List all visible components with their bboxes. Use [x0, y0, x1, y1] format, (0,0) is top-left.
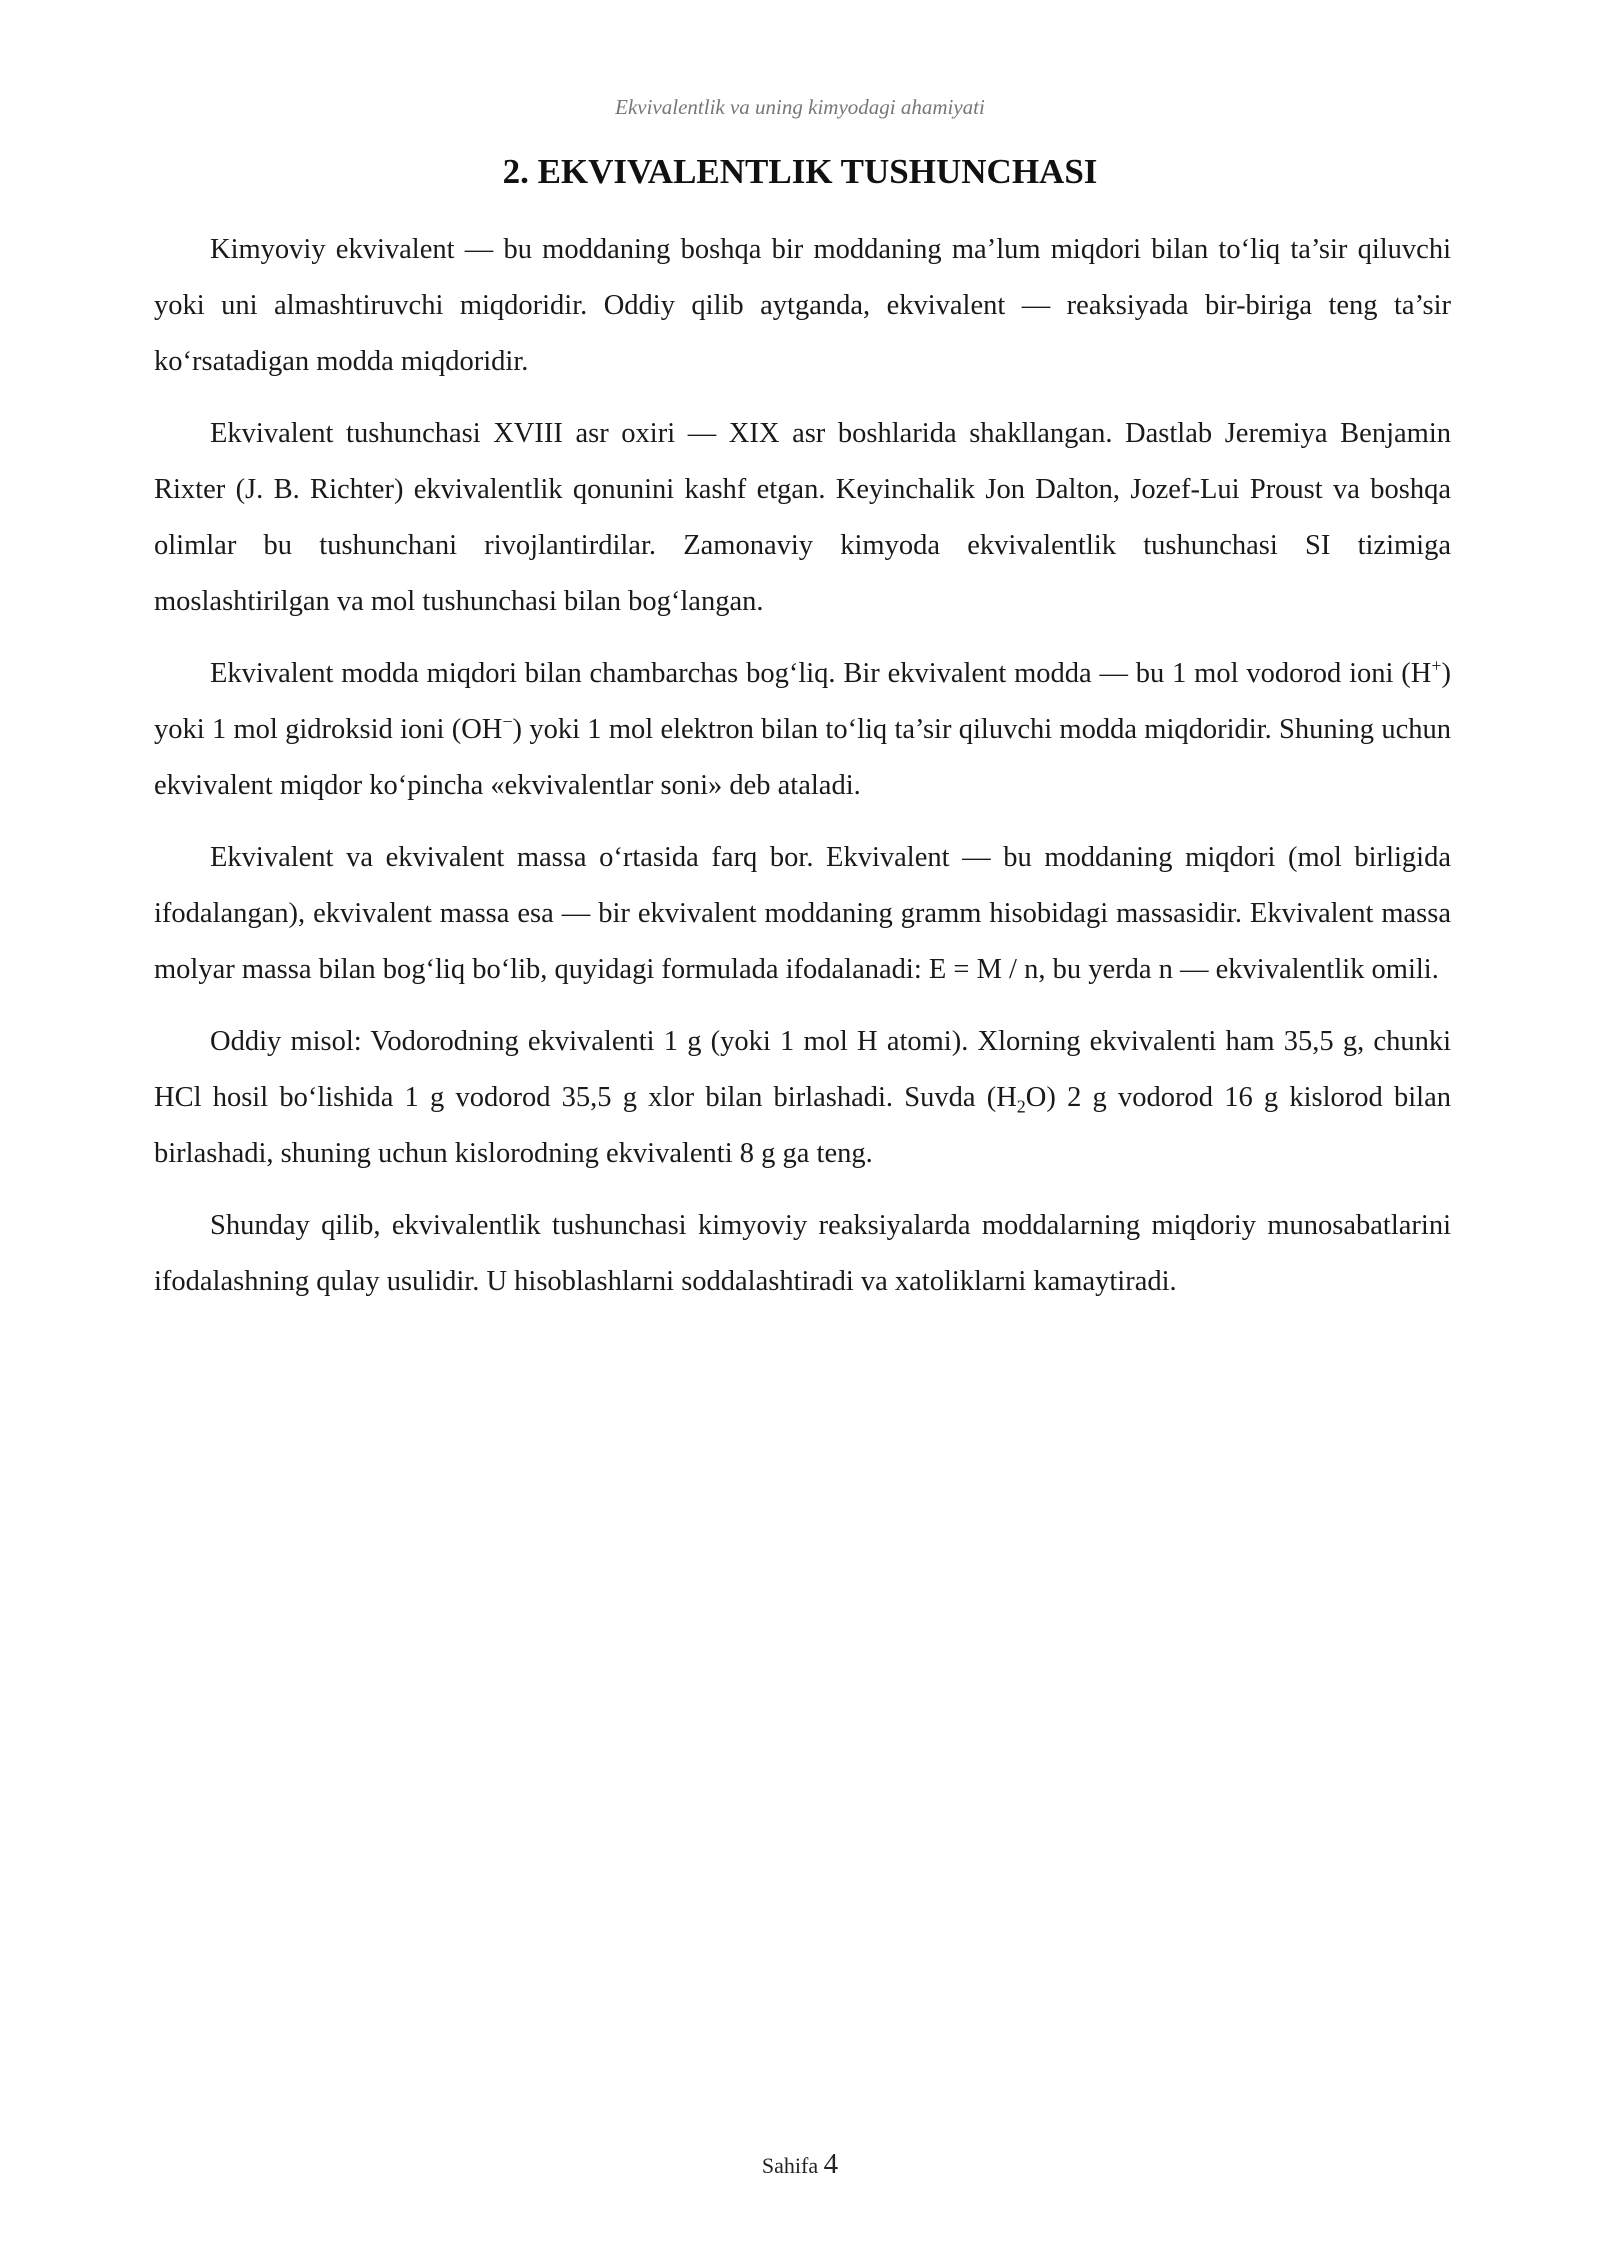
text-segment: ) yoki 1 mol gidroksid ioni (OH: [154, 658, 1451, 745]
superscript-minus: −: [502, 711, 513, 732]
text-segment: ) yoki 1 mol elektron bilan to‘liq ta’sir qiluvchi modda miqdoridir. Shuning uchun ekvivalent miqdor ko‘pincha «ekvivalentlar soni» deb ataladi.: [154, 714, 1452, 801]
paragraph-definition: Kimyoviy ekvivalent — bu moddaning boshqa bir moddaning ma’lum miqdori bilan to‘liq ta’sir qiluvchi yoki uni almashtiruvchi miqdoridir. Oddiy qilib aytganda, ekvivalent — reaksiyada bir-biriga teng ta’sir ko‘rsatadigan modda miqdoridir.: [154, 234, 1451, 377]
text-segment: Ekvivalent modda miqdori bilan chambarchas bog‘liq. Bir ekvivalent modda — bu 1 mol vodorod ioni (H: [210, 658, 1432, 689]
running-header: Ekvivalentlik va uning kimyodagi ahamiyati: [615, 95, 985, 119]
page-footer: [0, 2148, 1600, 2181]
superscript-plus: +: [1431, 655, 1442, 676]
text-segment: Oddiy misol: Vodorodning ekvivalenti 1 g (yoki 1 mol H atomi). Xlorning ekvivalenti ham 35,5 g, chunki HCl hosil bo‘lishida 1 g vodorod 35,5 g xlor bilan birlashadi. Suvda (H: [154, 1026, 1451, 1113]
text-segment: O) 2 g vodorod 16 g kislorod bilan birlashadi, shuning uchun kislorodning ekvivalenti 8 g ga teng.: [154, 1082, 1451, 1169]
paragraph-equivalent-mass: Ekvivalent va ekvivalent massa o‘rtasida farq bor. Ekvivalent — bu moddaning miqdori (mol birligida ifodalangan), ekvivalent massa esa — bir ekvivalent moddaning gramm hisobidagi massasidir. Ekvivalent massa molyar massa bilan bog‘liq bo‘lib, quyidagi formulada ifodalanadi: E = M / n, bu yerda n — ekvivalentlik omili.: [154, 842, 1451, 985]
body-text: [154, 222, 1451, 1326]
subscript-two: 2: [1016, 1096, 1026, 1117]
paragraph-history: Ekvivalent tushunchasi XVIII asr oxiri — XIX asr boshlarida shakllangan. Dastlab Jeremiya Benjamin Rixter (J. B. Richter) ekvivalentlik qonunini kashf etgan. Keyinchalik Jon Dalton, Jozef-Lui Proust va boshqa olimlar bu tushunchani rivojlantirdilar. Zamonaviy kimyoda ekvivalentlik tushunchasi SI tizimiga moslashtirilgan va mol tushunchasi bilan bog‘langan.: [154, 418, 1451, 617]
paragraph-example: [154, 1014, 1451, 1182]
paragraph-conclusion: Shunday qilib, ekvivalentlik tushunchasi kimyoviy reaksiyalarda moddalarning miqdoriy munosabatlarini ifodalashning qulay usulidir. U hisoblashlarni soddalashtiradi va xatoliklarni kamaytiradi.: [154, 1210, 1451, 1297]
page-number: 4: [823, 2148, 839, 2180]
chapter-title: 2. EKVIVALENTLIK TUSHUNCHASI: [502, 152, 1098, 191]
page-label: Sahifa: [761, 2153, 819, 2178]
paragraph-mol-relation: [154, 646, 1451, 814]
